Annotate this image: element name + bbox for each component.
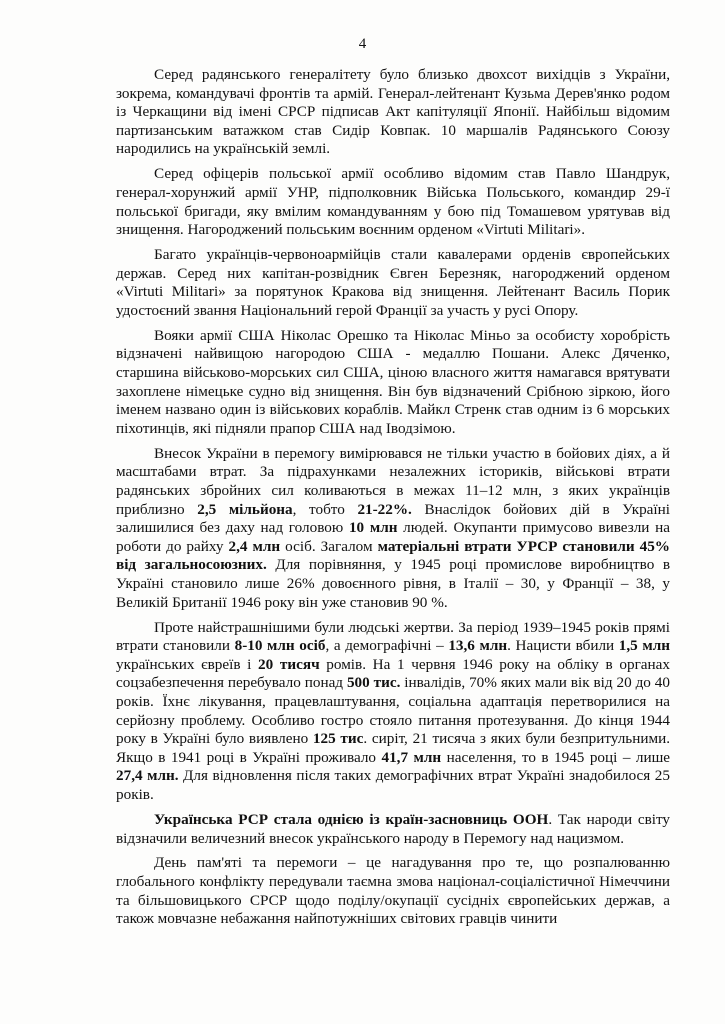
bold-text-run: матеріальні втрати УРСР становили 45% від загальносоюзних. [116,537,670,574]
bold-text-run: 21-22%. [357,500,412,518]
text-run: Проте найстрашнішими були людські жертви. За період 1939–1945 років прямі втрати становили [116,618,670,655]
bold-text-run: 27,4 млн. [116,767,179,785]
bold-text-run: Українська РСР стала однією із країн-засновниць ООН [154,810,549,828]
text-run: . Нацисти вбили [507,637,619,655]
paragraph [116,165,670,239]
text-run: людей. Окупанти примусово вивезли на роботи до райху [116,519,670,555]
paragraph [116,811,670,848]
bold-text-run: 2,5 мільйона [197,500,293,518]
paragraph [116,66,670,159]
text-run: . Так народи світу відзначили величезний внесок українського народу в Перемогу над нацизмом. [116,810,670,847]
paragraph [116,619,670,805]
paragraph [116,445,670,612]
text-run: Серед радянського генералітету було близько двохсот вихідців з України, зокрема, командувачі фронтів та армій. Генерал-лейтенант Кузьма Дерев'янко родом із Черкащини від імені СРСР підписав Акт капітуляції Японії. Найбільш відомим партизанським ватажком став Сидір Ковпак. 10 маршалів Радянського Союзу народились на українській землі. [116,66,670,158]
page-number: 4 [358,36,367,52]
text-run: ромів. На 1 червня 1946 року на обліку в органах соцзабезпечення перебувало понад [116,655,671,692]
text-run: населення, то в 1945 році – лише [441,748,671,766]
text-run: День пам'яті та перемоги – це нагадування про те, що розпалюванню глобального конфлікту передували таємна змова націонал-соціалістичної Німеччини та більшовицького СРСР щодо поділу/окупації сусідніх європейських держав, а також мовчазне небажання найпотужніших світових гравців чинити [116,854,670,928]
bold-text-run: 20 тисяч [258,655,320,673]
bold-text-run: 10 млн [348,519,398,537]
text-run: Серед офіцерів польської армії особливо відомим став Павло Шандрук, генерал-хорунжий армії УНР, підполковник Війська Польського, командир 29-ї польської бригади, яку вмілим командуванням у бою під Томашевом урятував від знищення. Нагороджений польським воєнним орденом «Virtuti Militari». [116,165,670,239]
text-run: Внесок України в перемогу вимірювався не тільки участю в бойових діях, а й масштабами втрат. За підрахунками незалежних істориків, військові втрати радянських збройних сил коливаються в межах 11–12 млн, з яких українців приблизно [116,444,670,518]
text-run: Внаслідок бойових дій в Україні залишилися без даху над головою [116,500,670,537]
bold-text-run: 125 тис [312,730,364,748]
bold-text-run: 41,7 млн [381,748,442,766]
bold-text-run: 2,4 млн [228,537,281,555]
document-body [116,66,670,935]
text-run: українських євреїв і [116,655,259,673]
bold-text-run: 8-10 млн осіб [234,637,326,655]
bold-text-run: 500 тис. [346,674,401,692]
text-run: , а демографічні – [325,637,449,655]
bold-text-run: 1,5 млн [618,637,670,655]
paragraph [116,854,670,928]
text-run: . сиріт, 21 тисяча з яких були безпритульними. Якщо в 1941 році в Україні проживало [116,730,671,766]
text-run: , тобто [292,500,358,518]
text-run: Багато українців-червоноармійців стали кавалерами орденів європейських держав. Серед них капітан-розвідник Євген Березняк, нагороджений орденом «Virtuti Militari» за порятунок Кракова від знищення. Лейтенант Василь Порик удостоєний звання Національний герой Франції за участь у русі Опору. [116,246,670,319]
text-run: Для відновлення після таких демографічних втрат Україні знадобилося 25 років. [116,767,670,803]
text-run: Для порівняння, у 1945 році промислове виробництво в Україні становило лише 26% довоєнного рівня, в Італії – 30, у Франції – 38, у Великій Британії 1946 року він уже становив 90 %. [116,556,670,611]
bold-text-run: 13,6 млн [448,637,508,655]
text-run: інвалідів, 70% яких мали вік від 20 до 40 років. Їхнє лікування, працевлаштування, соціальна адаптація перетворилися на серйозну проблему. Особливо гостро стояло питання протезування. До кінця 1944 року в Україні було виявлено [116,674,670,748]
paragraph [116,327,670,439]
text-run: осіб. Загалом [280,537,378,555]
text-run: Вояки армії США Ніколас Орешко та Ніколас Міньо за особисту хоробрість відзначені найвищою нагородою США - медаллю Пошани. Алекс Дяченко, старшина військово-морських сил США, ціною власного життя намагався врятувати захоплене німецьке судно від знищення. Він був відзначений Срібною зіркою, його іменем названо один із військових кораблів. Майкл Стренк став одним із 6 морських піхотинців, які підняли прапор США над Іводзімою. [116,326,670,437]
paragraph [116,246,670,320]
